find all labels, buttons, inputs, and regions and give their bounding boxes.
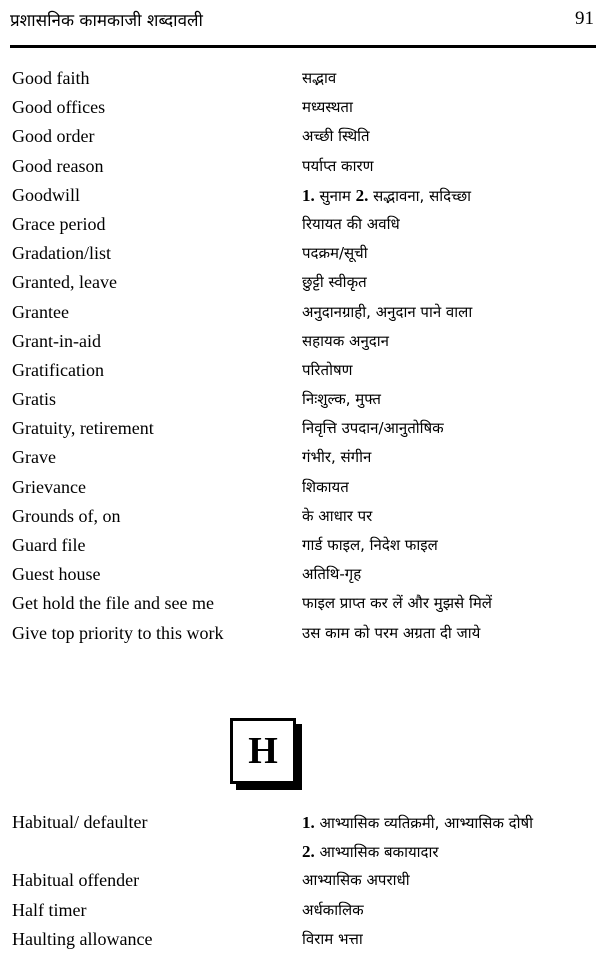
glossary-entry bbox=[0, 414, 600, 443]
entry-term: Habitual/ defaulter bbox=[12, 812, 148, 832]
entry-term: Give top priority to this work bbox=[12, 622, 224, 643]
glossary-entry bbox=[0, 152, 600, 181]
entry-meaning: 1. आभ्यासिक व्यतिक्रमी, आभ्यासिक दोषी bbox=[302, 813, 534, 832]
entry-meaning: सहायक अनुदान bbox=[302, 331, 389, 350]
entry-term: Grievance bbox=[12, 476, 86, 497]
entry-term: Grave bbox=[12, 447, 56, 468]
header-rule bbox=[10, 45, 596, 48]
entry-meaning: अच्छी स्थिति bbox=[302, 127, 370, 146]
glossary-section-g bbox=[0, 64, 600, 648]
glossary-entry bbox=[0, 502, 600, 531]
entry-term: Get hold the file and see me bbox=[12, 593, 214, 614]
entry-term: Gratification bbox=[12, 359, 104, 380]
entry-term: Gratuity, retirement bbox=[12, 418, 154, 439]
section-letter: H bbox=[248, 730, 278, 772]
entry-term: Half timer bbox=[12, 899, 87, 920]
entry-term: Guest house bbox=[12, 564, 101, 585]
entry-meaning: निवृत्ति उपदान/आनुतोषिक bbox=[302, 419, 444, 438]
entry-meaning: पर्याप्त कारण bbox=[302, 156, 374, 175]
glossary-entry bbox=[0, 298, 600, 327]
entry-meaning: रियायत की अवधि bbox=[302, 214, 400, 233]
entry-term: Goodwill bbox=[12, 184, 81, 205]
glossary-entry bbox=[0, 268, 600, 297]
entry-meaning: 2. आभ्यासिक बकायादार bbox=[302, 842, 439, 862]
glossary-entry bbox=[0, 356, 600, 385]
entry-term: Grant-in-aid bbox=[12, 330, 101, 351]
entry-meaning: फाइल प्राप्त कर लें और मुझसे मिलें bbox=[302, 594, 492, 613]
glossary-entry bbox=[0, 866, 600, 895]
entry-term: Guard file bbox=[12, 535, 86, 555]
glossary-entry bbox=[0, 210, 600, 239]
page-header bbox=[10, 6, 594, 36]
entry-term: Grace period bbox=[12, 213, 106, 234]
entry-term: Grounds of, on bbox=[12, 505, 121, 526]
entry-meaning: विराम भत्ता bbox=[302, 929, 363, 948]
glossary-entry bbox=[0, 896, 600, 925]
entry-meaning: उस काम को परम अग्रता दी जाये bbox=[302, 623, 481, 642]
entry-meaning: सद्भाव bbox=[302, 69, 337, 87]
entry-meaning: पदक्रम/सूची bbox=[302, 244, 368, 263]
glossary-entry bbox=[0, 181, 600, 210]
entry-meaning: के आधार पर bbox=[302, 506, 373, 525]
entry-meaning: अनुदानग्राही, अनुदान पाने वाला bbox=[302, 302, 473, 321]
entry-meaning: परितोषण bbox=[302, 360, 353, 379]
running-title: प्रशासनिक कामकाजी शब्दावली bbox=[10, 11, 203, 31]
entry-term: Grantee bbox=[12, 301, 69, 322]
glossary-entry bbox=[0, 122, 600, 151]
entry-meaning: निःशुल्क, मुफ्त bbox=[302, 390, 381, 409]
glossary-entry bbox=[0, 239, 600, 268]
glossary-entry bbox=[0, 619, 600, 648]
glossary-entry bbox=[0, 560, 600, 589]
entry-term: Good offices bbox=[12, 97, 106, 118]
glossary-entry bbox=[0, 385, 600, 414]
glossary-entry bbox=[0, 808, 600, 837]
section-letter-box bbox=[230, 718, 296, 784]
entry-meaning: 1. सुनाम 2. सद्भावना, सदिच्छा bbox=[302, 185, 471, 205]
glossary-entry bbox=[0, 443, 600, 472]
glossary-entry bbox=[0, 327, 600, 356]
entry-meaning: छुट्टी स्वीकृत bbox=[302, 273, 367, 292]
glossary-entry bbox=[0, 837, 600, 866]
glossary-entry bbox=[0, 925, 600, 954]
entry-term: Granted, leave bbox=[12, 272, 117, 293]
glossary-entry bbox=[0, 531, 600, 560]
entry-term: Gradation/list bbox=[12, 243, 111, 264]
entry-meaning: गार्ड फाइल, निदेश फाइल bbox=[302, 536, 438, 554]
entry-meaning: मध्यस्थता bbox=[302, 98, 353, 117]
page-number: 91 bbox=[575, 8, 594, 29]
glossary-entry bbox=[0, 589, 600, 618]
entry-term: Good reason bbox=[12, 155, 104, 176]
entry-meaning: अतिथि-गृह bbox=[302, 565, 362, 584]
entry-term: Gratis bbox=[12, 389, 56, 410]
entry-meaning: आभ्यासिक अपराधी bbox=[302, 871, 410, 890]
entry-meaning: शिकायत bbox=[302, 477, 349, 496]
glossary-entry bbox=[0, 93, 600, 122]
glossary-section-h bbox=[0, 808, 600, 954]
entry-term: Haulting allowance bbox=[12, 928, 153, 949]
entry-term: Habitual offender bbox=[12, 870, 140, 891]
entry-meaning: अर्धकालिक bbox=[302, 900, 364, 919]
entry-term: Good order bbox=[12, 126, 95, 147]
glossary-entry bbox=[0, 64, 600, 93]
entry-term: Good faith bbox=[12, 68, 90, 88]
entry-meaning: गंभीर, संगीन bbox=[302, 448, 372, 467]
glossary-entry bbox=[0, 473, 600, 502]
